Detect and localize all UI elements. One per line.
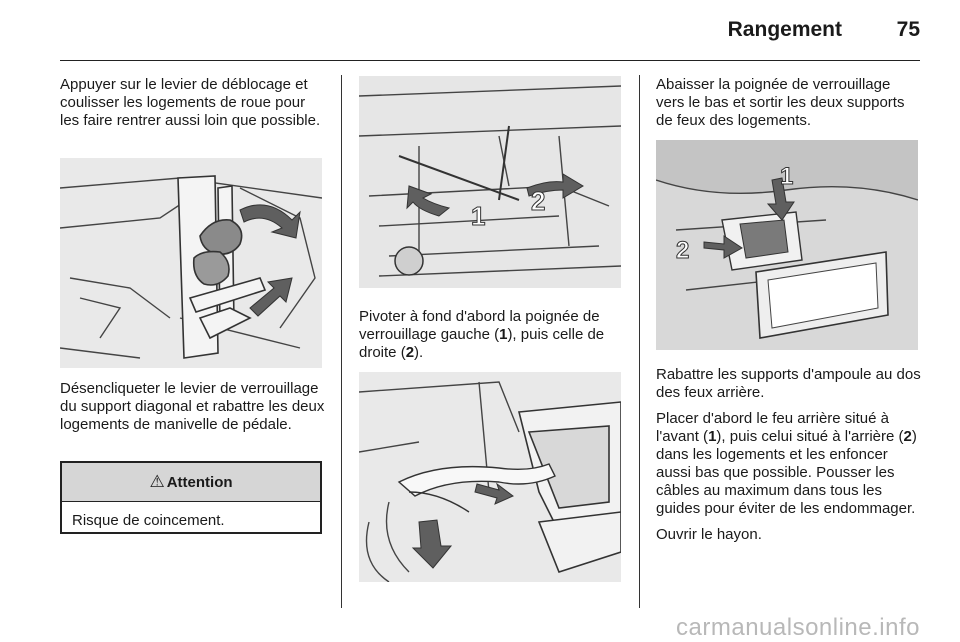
attention-header <box>62 463 320 502</box>
header-rule <box>60 60 920 61</box>
para-6-num-1: 1 <box>708 428 717 445</box>
para-3-middle: ), puis celle de droite ( <box>359 326 605 361</box>
figure-locking-handles <box>359 76 621 288</box>
lamp-holders-illustration <box>656 140 918 350</box>
page-header <box>0 0 960 62</box>
figure-lamp-holders <box>656 140 918 350</box>
page-number: 75 <box>896 18 920 41</box>
instruction-paragraph-2: Désencliqueter le levier de verrouillage du support diagonal et rabattre les deux logements de manivelle de pédale. <box>60 380 325 433</box>
column-1 <box>60 76 325 130</box>
fig-label-1: 1 <box>471 201 486 231</box>
column-3 <box>656 76 921 130</box>
locking-handles-illustration <box>359 76 621 288</box>
para-6-middle: ), puis celui situé à l'arrière ( <box>716 428 904 445</box>
column-divider-1 <box>341 75 342 608</box>
para-3-suffix: ). <box>414 344 424 361</box>
instruction-paragraph-4: Abaisser la poignée de verrouillage vers le bas et sortir les deux supports de feux des logements. <box>656 76 905 129</box>
column-2-text <box>359 308 629 362</box>
warning-triangle-icon: ⚠ <box>149 472 165 491</box>
handle-lowering-illustration <box>359 372 621 582</box>
para-3-prefix: Pivoter à fond d'abord la poignée de verrouillage gauche ( <box>359 308 600 343</box>
column-divider-2 <box>639 75 640 608</box>
instruction-paragraph-3 <box>359 308 629 362</box>
instruction-paragraph-5: Rabattre les supports d'ampoule au dos des feux arrière. <box>656 366 921 401</box>
fig-label-2: 2 <box>531 186 546 216</box>
para-6-suffix: ) dans les logements et les enfoncer aussi bas que possible. Pousser les câbles au maximum dans tous les guides pour éviter de les endommager. <box>656 428 917 517</box>
para-6-num-2: 2 <box>903 428 912 445</box>
instruction-paragraph-6 <box>656 410 924 518</box>
instruction-paragraph-7: Ouvrir le hayon. <box>656 526 762 543</box>
fig-label-lamp-1: 1 <box>780 163 794 190</box>
column-3-text <box>656 366 924 544</box>
para-3-num-2: 2 <box>405 344 415 361</box>
attention-title: Attention <box>166 473 233 491</box>
para-6-prefix: Placer d'abord le feu arrière situé à l'avant ( <box>656 410 889 445</box>
watermark: carmanualsonline.info <box>676 614 920 641</box>
section-title: Rangement <box>727 18 842 41</box>
para-3-num-1: 1 <box>499 326 508 343</box>
attention-box <box>60 461 322 534</box>
column-1-b <box>60 380 325 434</box>
attention-body: Risque de coincement. <box>72 512 225 529</box>
fig-label-lamp-2: 2 <box>676 237 690 264</box>
instruction-paragraph-1: Appuyer sur le levier de déblocage et coulisser les logements de roue pour les faire rentrer aussi loin que possible. <box>60 76 321 129</box>
figure-handle-lowering <box>359 372 621 582</box>
wheel-housing-illustration <box>60 158 322 368</box>
figure-wheel-housing <box>60 158 322 368</box>
